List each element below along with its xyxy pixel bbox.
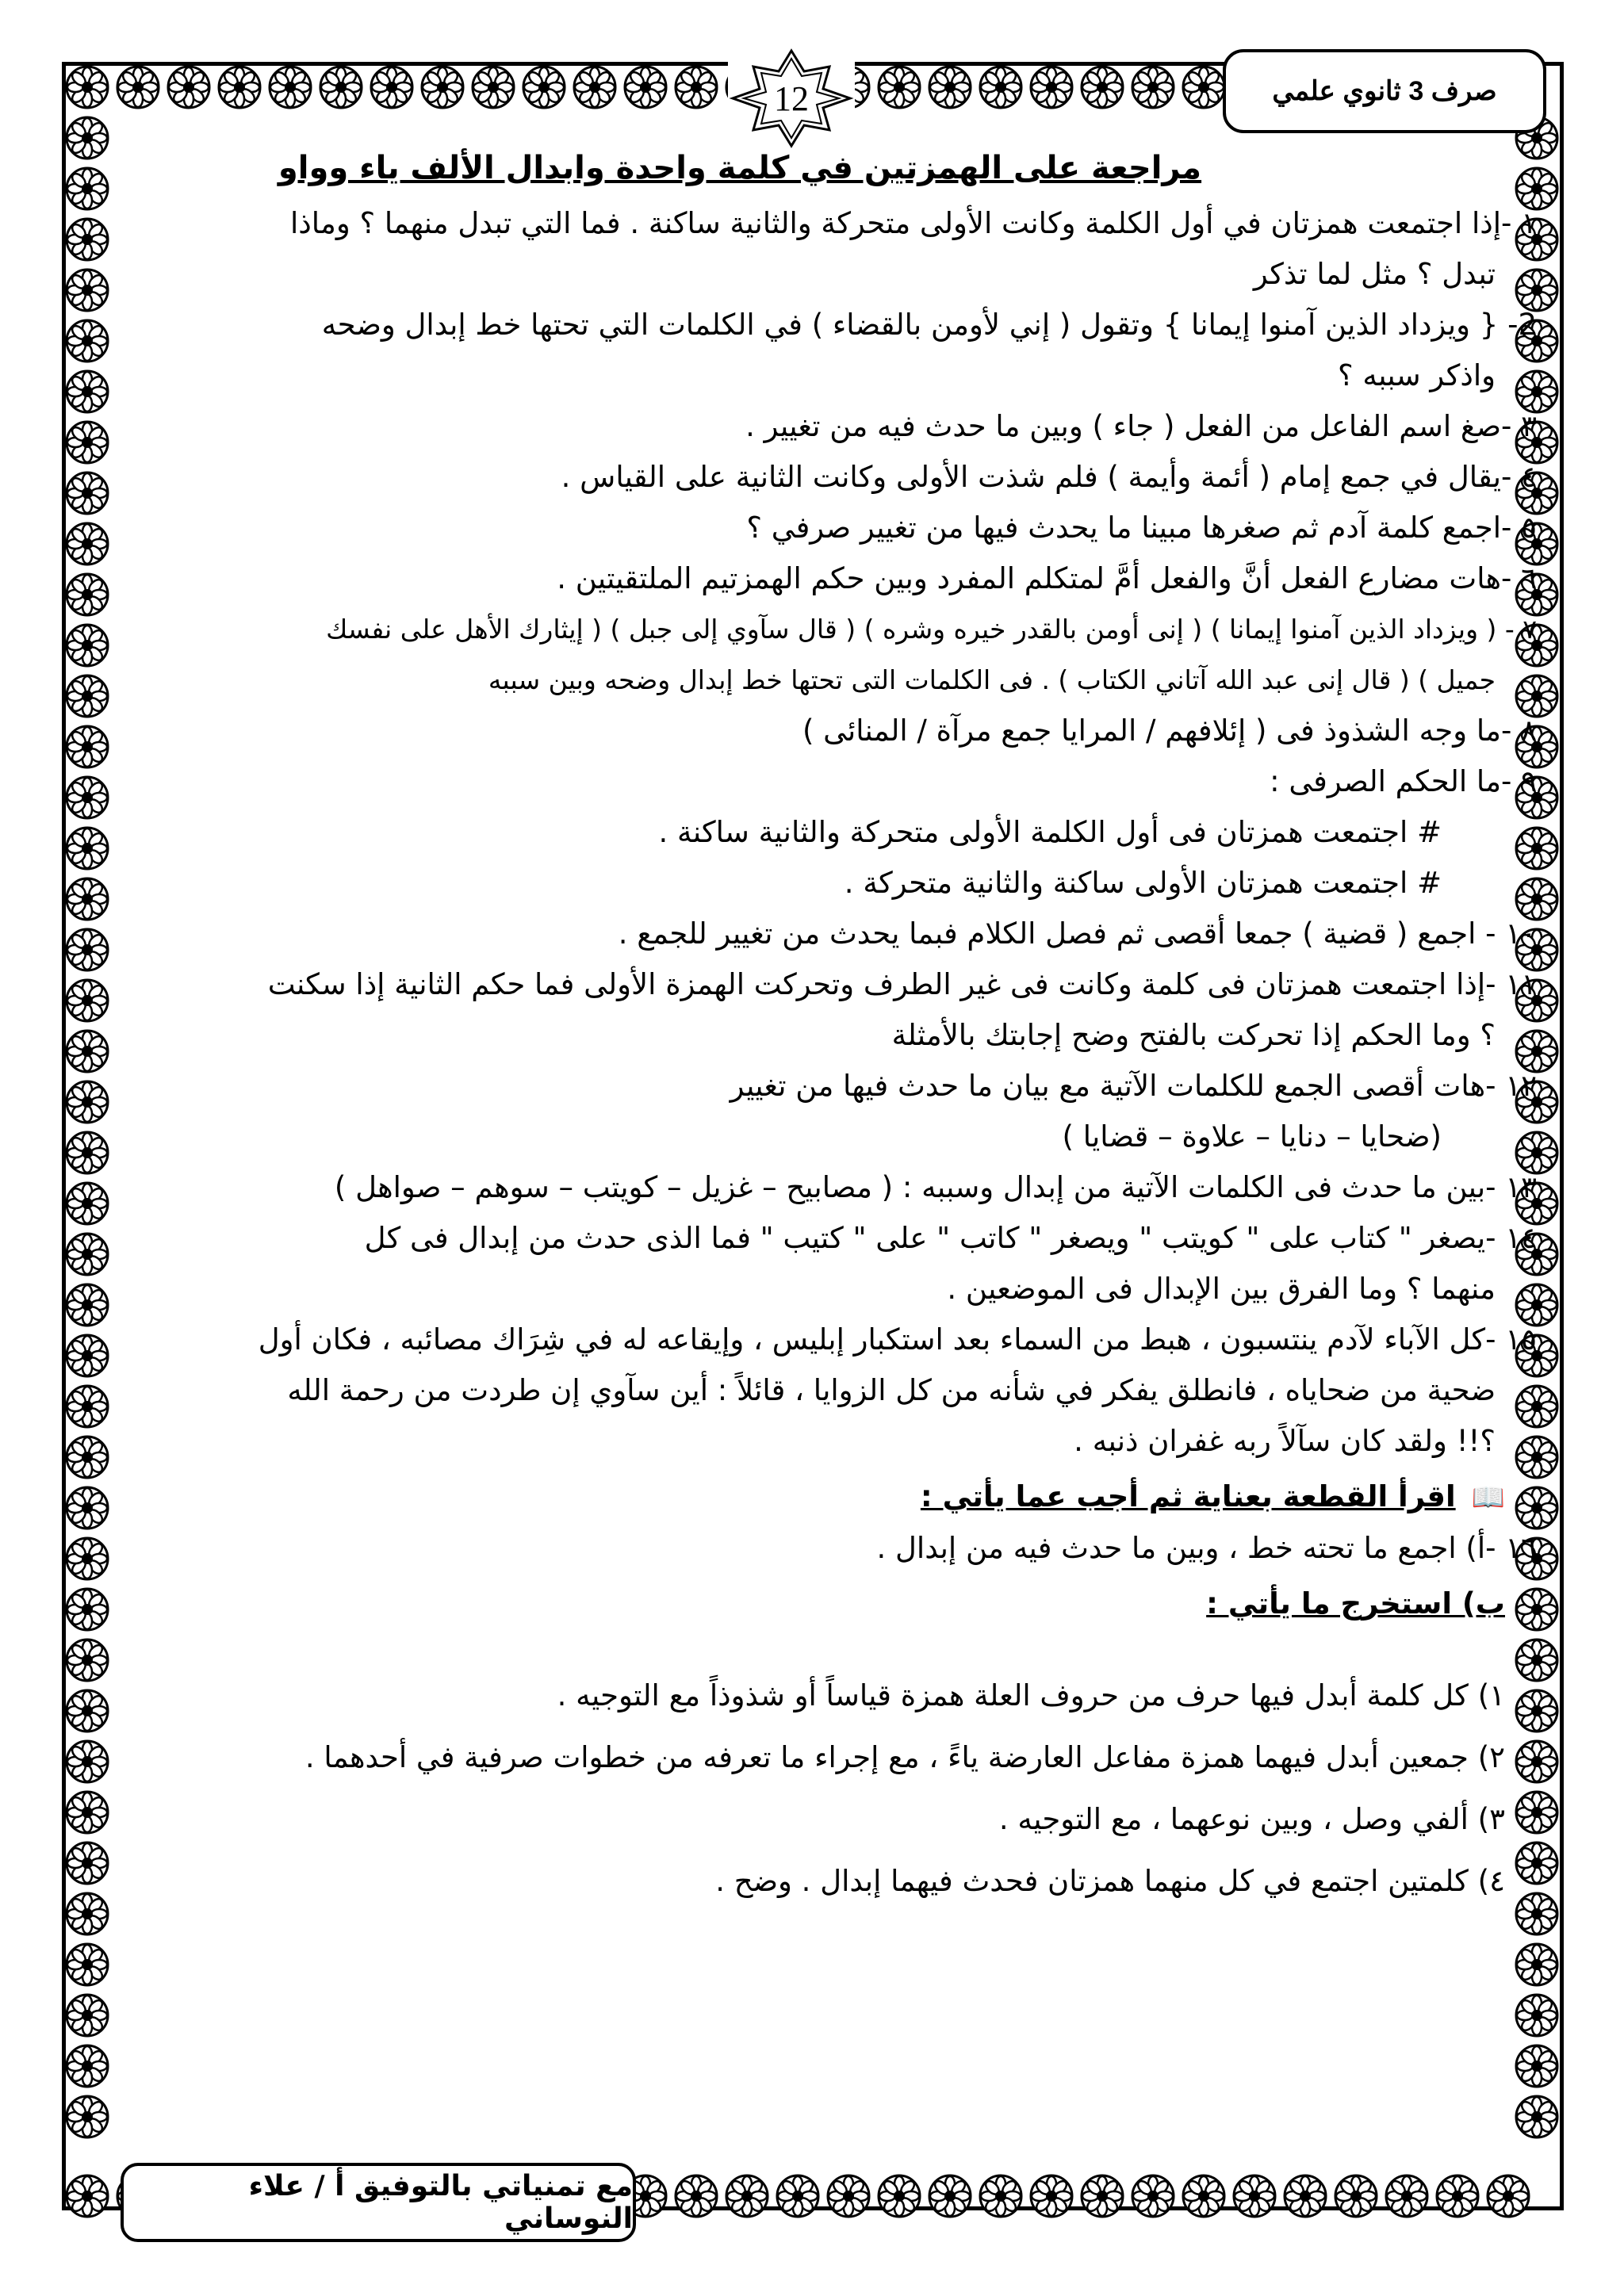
question-6: ٦ -هات مضارع الفعل أنَّ والفعل أمَّ لمتكلم المفرد وبين حكم الهمزتيم الملتقيتين . bbox=[557, 561, 1537, 595]
question-1 bbox=[86, 198, 1537, 300]
extract-item-4: ٤) كلمتين اجتمع في كل منهما همزتان فحدث فيهما إبدال . وضح . bbox=[715, 1864, 1505, 1898]
question-line: جميل ) ( قال إنى عبد الله آتاني الكتاب ) . فى الكلمات التى تحتها خط إبدال وضحه وبين سببه bbox=[488, 664, 1496, 695]
flower-ornament-icon bbox=[725, 2174, 769, 2218]
question-9: ٩ -ما الحكم الصرفى : bbox=[1270, 764, 1537, 798]
flower-ornament-icon bbox=[116, 65, 160, 109]
flower-ornament-icon bbox=[928, 2174, 972, 2218]
flower-ornament-icon bbox=[65, 1993, 109, 2038]
page-title: مراجعة على الهمزتين في كلمة واحدة وابدال الألف ياء وواو bbox=[278, 150, 1202, 186]
flower-ornament-icon bbox=[1131, 65, 1175, 109]
flower-ornament-icon bbox=[979, 65, 1023, 109]
flower-ornament-icon bbox=[65, 1942, 109, 1987]
question-line: ؟!! ولقد كان سآلاً ربه غفران ذنبه . bbox=[1074, 1424, 1496, 1458]
question-line: ؟ وما الحكم إذا تحركت بالفتح وضح إجابتك بالأمثلة bbox=[891, 1018, 1496, 1052]
extract-item-1: ١) كل كلمة أبدل فيها حرف من حروف العلة همزة قياساً أو شذوذاً مع التوجيه . bbox=[557, 1678, 1505, 1712]
page-number-star bbox=[728, 48, 855, 149]
extract-item-3: ٣) ألفي وصل ، وبين نوعهما ، مع التوجيه . bbox=[998, 1802, 1505, 1836]
flower-ornament-icon bbox=[1029, 65, 1074, 109]
question-4: ٤ -يقال في جمع إمام ( أئمة وأيمة ) فلم شذت الأولى وكانت الثانية على القياس . bbox=[561, 460, 1537, 494]
flower-ornament-icon bbox=[1515, 1993, 1559, 2038]
reading-heading bbox=[86, 1471, 1537, 1523]
flower-ornament-icon bbox=[217, 65, 262, 109]
question-14 bbox=[86, 1213, 1537, 1314]
flower-ornament-icon bbox=[826, 2174, 871, 2218]
flower-ornament-icon bbox=[1182, 65, 1226, 109]
question-line: ١١ -إذا اجتمعت همزتان فى كلمة وكانت فى غير الطرف وتحركت الهمزة الأولى فما حكم الثانية إذا سكنت bbox=[267, 967, 1537, 1001]
flower-ornament-icon bbox=[1029, 2174, 1074, 2218]
flower-ornament-icon bbox=[420, 65, 465, 109]
question-10: ١٠ - اجمع ( قضية ) جمعا أقصى ثم فصل الكلام فبما يحدث من تغيير للجمع . bbox=[618, 916, 1537, 951]
flower-ornament-icon bbox=[167, 65, 211, 109]
worksheet-content bbox=[86, 143, 1537, 1919]
question-13: ١٣ -بين ما حدث فى الكلمات الآتية من إبدال وسببه : ( مصابيح – غزيل – كويتب – سوهم – صواهل ) bbox=[334, 1170, 1537, 1204]
flower-ornament-icon bbox=[674, 2174, 718, 2218]
flower-ornament-icon bbox=[370, 65, 414, 109]
flower-ornament-icon bbox=[674, 65, 718, 109]
flower-ornament-icon bbox=[1515, 2095, 1559, 2139]
book-icon: 📖 bbox=[1471, 1482, 1505, 1513]
flower-ornament-icon bbox=[1182, 2174, 1226, 2218]
flower-ornament-icon bbox=[319, 65, 363, 109]
footer-signature: مع تمنياتي بالتوفيق أ / علاء النوساني bbox=[121, 2163, 636, 2242]
flower-ornament-icon bbox=[1080, 2174, 1124, 2218]
flower-ornament-icon bbox=[65, 2095, 109, 2139]
flower-ornament-icon bbox=[65, 2044, 109, 2088]
question-line: ١ -إذا اجتمعت همزتان في أول الكلمة وكانت الأولى متحركة والثانية ساكنة . فما التي تبدل منهما ؟ وماذا bbox=[290, 206, 1537, 240]
flower-ornament-icon bbox=[1334, 2174, 1378, 2218]
question-line: ضحية من ضحاياه ، فانطلق يفكر في شأنه من كل الزوايا ، قائلاً : أين سآوي إن طردت من رحمة الله bbox=[287, 1373, 1496, 1407]
question-15 bbox=[86, 1314, 1537, 1467]
flower-ornament-icon bbox=[573, 65, 617, 109]
question-16a: ١٦ -أ) اجمع ما تحته خط ، وبين ما حدث فيه من إبدال . bbox=[876, 1531, 1537, 1565]
question-11 bbox=[86, 959, 1537, 1061]
question-2 bbox=[86, 300, 1537, 401]
question-line: ١٤ -يصغر " كتاب على " كويتب " ويصغر " كاتب " على " كتيب " فما الذى حدث من إبدال فى كل bbox=[364, 1221, 1537, 1255]
flower-ornament-icon bbox=[776, 2174, 820, 2218]
reading-heading-text: اقرأ القطعة بعناية ثم أجب عما يأتي : bbox=[920, 1479, 1456, 1513]
question-5: ٥ -اجمع كلمة آدم ثم صغرها مبينا ما يحدث فيها من تغيير صرفي ؟ bbox=[746, 511, 1537, 545]
flower-ornament-icon bbox=[877, 65, 921, 109]
page-number: 12 bbox=[774, 78, 809, 118]
flower-ornament-icon bbox=[1515, 1942, 1559, 1987]
subject-badge: صرف 3 ثانوي علمي bbox=[1223, 49, 1546, 133]
flower-ornament-icon bbox=[1486, 2174, 1530, 2218]
flower-ornament-icon bbox=[65, 65, 109, 109]
flower-ornament-icon bbox=[1385, 2174, 1429, 2218]
extract-item-2: ٢) جمعين أبدل فيهما همزة مفاعل العارضة ياءً ، مع إجراء ما تعرفه من خطوات صرفية في أحدهما . bbox=[304, 1740, 1505, 1774]
flower-ornament-icon bbox=[522, 65, 566, 109]
flower-ornament-icon bbox=[1131, 2174, 1175, 2218]
question-12 bbox=[86, 1061, 1537, 1162]
question-3: ٣ -صغ اسم الفاعل من الفعل ( جاء ) وبين ما حدث فيه من تغيير . bbox=[745, 409, 1537, 443]
flower-ornament-icon bbox=[623, 65, 668, 109]
flower-ornament-icon bbox=[1283, 2174, 1327, 2218]
question-line: (ضحايا – دنايا – علاوة – قضايا ) bbox=[1062, 1119, 1442, 1154]
flower-ornament-icon bbox=[979, 2174, 1023, 2218]
question-line: ١٢ -هات أقصى الجمع للكلمات الآتية مع بيان ما حدث فيها من تغيير bbox=[730, 1069, 1537, 1103]
question-9-item: # اجتمعت همزتان الأولى ساكنة والثانية متحركة . bbox=[844, 866, 1442, 900]
flower-ornament-icon bbox=[1080, 65, 1124, 109]
question-line: واذكر سببه ؟ bbox=[1338, 358, 1496, 392]
flower-ornament-icon bbox=[1515, 2044, 1559, 2088]
question-line: تبدل ؟ مثل لما تذكر bbox=[1253, 257, 1496, 291]
flower-ornament-icon bbox=[65, 2174, 109, 2218]
question-7 bbox=[86, 604, 1537, 706]
question-line: منهما ؟ وما الفرق بين الإبدال فى الموضعين . bbox=[947, 1272, 1496, 1306]
flower-ornament-icon bbox=[1232, 2174, 1277, 2218]
flower-ornament-icon bbox=[877, 2174, 921, 2218]
question-line: ١٥ -كل الآباء لآدم ينتسبون ، هبط من السماء بعد استكبار إبليس ، وإيقاعه له في شِرَاك مصائبه ، فكان أول bbox=[258, 1322, 1537, 1357]
question-9-item: # اجتمعت همزتان فى أول الكلمة الأولى متحركة والثانية ساكنة . bbox=[658, 815, 1442, 849]
flower-ornament-icon bbox=[471, 65, 515, 109]
question-16b-heading: ب) استخرج ما يأتي : bbox=[1206, 1586, 1505, 1621]
question-line: ٧ - ( ويزداد الذين آمنوا إيمانا ) ( إنى أومن بالقدر خيره وشره ) ( قال سآوي إلى جبل ) ( إيثارك الأهل على نفسك bbox=[326, 614, 1537, 645]
flower-ornament-icon bbox=[928, 65, 972, 109]
question-line: 2- { ويزداد الذين آمنوا إيمانا } وتقول ( إني لأومن بالقضاء ) في الكلمات التي تحتها خط إبدال وضحه bbox=[321, 308, 1537, 342]
flower-ornament-icon bbox=[268, 65, 312, 109]
flower-ornament-icon bbox=[1435, 2174, 1480, 2218]
question-8: ٨ -ما وجه الشذوذ فى ( إئلافهم / المرايا جمع مرآة / المنائى ) bbox=[802, 714, 1537, 748]
